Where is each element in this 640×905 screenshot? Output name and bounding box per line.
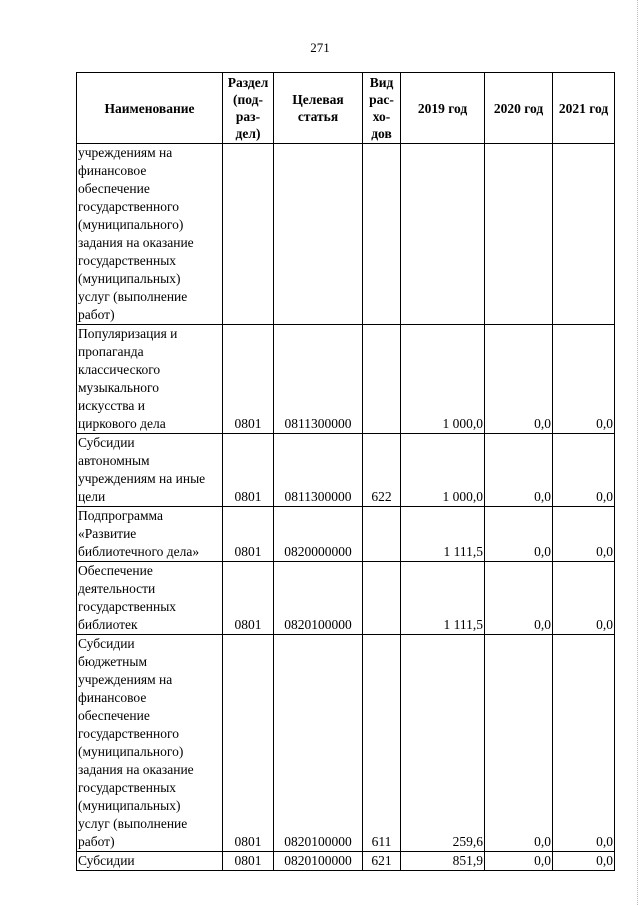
name-line: Популяризация и [78, 326, 178, 341]
cell-name [77, 325, 223, 434]
cell-y2020 [485, 144, 553, 325]
name-line: обеспечение [78, 181, 150, 196]
name-line: государственного [78, 726, 179, 741]
table-row [77, 325, 615, 434]
name-line: «Развитие [78, 526, 137, 541]
name-line: государственного [78, 199, 179, 214]
cell-y2020: 0,0 [485, 562, 553, 635]
name-line: Субсидии [78, 636, 135, 651]
header-name: Наименование [77, 73, 223, 144]
cell-y2019: 1 000,0 [401, 325, 485, 434]
table-row [77, 507, 615, 562]
cell-y2021: 0,0 [553, 635, 615, 852]
table-header-row [77, 73, 615, 144]
cell-section: 0801 [223, 325, 274, 434]
table-body [77, 144, 615, 871]
budget-table [76, 72, 615, 871]
cell-y2019: 851,9 [401, 852, 485, 871]
table-row [77, 635, 615, 852]
cell-y2021: 0,0 [553, 325, 615, 434]
cell-y2020: 0,0 [485, 434, 553, 507]
cell-target: 0811300000 [274, 325, 363, 434]
name-line: учреждениям на [78, 672, 173, 687]
header-line: дов [371, 126, 392, 141]
cell-section: 0801 [223, 507, 274, 562]
name-line: (муниципального) [78, 744, 184, 759]
cell-section: 0801 [223, 562, 274, 635]
table-row [77, 144, 615, 325]
name-line: классического [78, 362, 161, 377]
cell-y2020: 0,0 [485, 325, 553, 434]
cell-name [77, 434, 223, 507]
cell-expense: 622 [363, 434, 401, 507]
header-line: Целевая [292, 92, 344, 107]
name-line: искусства и [78, 398, 146, 413]
cell-name [77, 852, 223, 871]
cell-name [77, 144, 223, 325]
cell-name [77, 507, 223, 562]
name-line: Субсидии [78, 853, 135, 868]
name-line: учреждениям на иные [78, 471, 206, 486]
cell-target: 0820100000 [274, 852, 363, 871]
cell-expense [363, 325, 401, 434]
cell-expense: 621 [363, 852, 401, 871]
name-line: финансовое [78, 690, 147, 705]
cell-target: 0811300000 [274, 434, 363, 507]
name-line: библиотек [78, 617, 138, 632]
cell-section: 0801 [223, 434, 274, 507]
name-line: Субсидии [78, 435, 135, 450]
cell-target [274, 144, 363, 325]
name-line: (муниципальных) [78, 271, 181, 286]
cell-name [77, 562, 223, 635]
header-section [223, 73, 274, 144]
cell-name [77, 635, 223, 852]
cell-section: 0801 [223, 852, 274, 871]
header-line: раз- [235, 109, 261, 124]
table-row [77, 852, 615, 871]
name-line: задания на оказание [78, 235, 194, 250]
cell-y2019: 259,6 [401, 635, 485, 852]
cell-section: 0801 [223, 635, 274, 852]
page-number: 271 [310, 40, 330, 55]
cell-target: 0820100000 [274, 562, 363, 635]
name-line: государственных [78, 780, 177, 795]
cell-y2021: 0,0 [553, 434, 615, 507]
name-line: пропаганда [78, 344, 144, 359]
header-line: Раздел [227, 75, 269, 90]
header-2019: 2019 год [401, 73, 485, 144]
cell-expense [363, 562, 401, 635]
cell-y2021: 0,0 [553, 562, 615, 635]
scan-edge [636, 0, 638, 905]
name-line: обеспечение [78, 708, 150, 723]
name-line: библиотечного дела» [78, 544, 200, 559]
name-line: государственных [78, 253, 177, 268]
name-line: музыкального [78, 380, 159, 395]
header-target [274, 73, 363, 144]
name-line: деятельности [78, 581, 156, 596]
name-line: автономным [78, 453, 150, 468]
header-expense-type [363, 73, 401, 144]
name-line: Подпрограмма [78, 508, 163, 523]
header-line: хо- [372, 109, 391, 124]
name-line: работ) [78, 307, 115, 322]
name-line: цели [78, 489, 106, 504]
header-line: (под- [233, 92, 263, 107]
table-row [77, 562, 615, 635]
header-line: дел) [235, 126, 261, 141]
cell-y2021: 0,0 [553, 852, 615, 871]
table-row [77, 434, 615, 507]
name-line: государственных [78, 599, 177, 614]
cell-y2021: 0,0 [553, 507, 615, 562]
header-line: статья [297, 109, 339, 124]
cell-y2019: 1 000,0 [401, 434, 485, 507]
name-line: бюджетным [78, 654, 148, 669]
header-2021: 2021 год [553, 73, 615, 144]
cell-y2020: 0,0 [485, 507, 553, 562]
cell-y2020: 0,0 [485, 852, 553, 871]
name-line: услуг (выполнение [78, 289, 188, 304]
header-line: рас- [369, 92, 394, 107]
cell-section [223, 144, 274, 325]
header-line: Вид [369, 75, 394, 90]
cell-y2019: 1 111,5 [401, 562, 485, 635]
name-line: циркового дела [78, 416, 166, 431]
cell-y2020: 0,0 [485, 635, 553, 852]
header-2020: 2020 год [485, 73, 553, 144]
name-line: работ) [78, 834, 115, 849]
cell-y2019: 1 111,5 [401, 507, 485, 562]
name-line: (муниципального) [78, 217, 184, 232]
name-line: задания на оказание [78, 762, 194, 777]
name-line: Обеспечение [78, 563, 153, 578]
cell-expense: 611 [363, 635, 401, 852]
name-line: (муниципальных) [78, 798, 181, 813]
name-line: финансовое [78, 163, 147, 178]
cell-target: 0820100000 [274, 635, 363, 852]
cell-y2021 [553, 144, 615, 325]
cell-expense [363, 507, 401, 562]
cell-expense [363, 144, 401, 325]
name-line: учреждениям на [78, 145, 173, 160]
cell-target: 0820000000 [274, 507, 363, 562]
cell-y2019 [401, 144, 485, 325]
name-line: услуг (выполнение [78, 816, 188, 831]
